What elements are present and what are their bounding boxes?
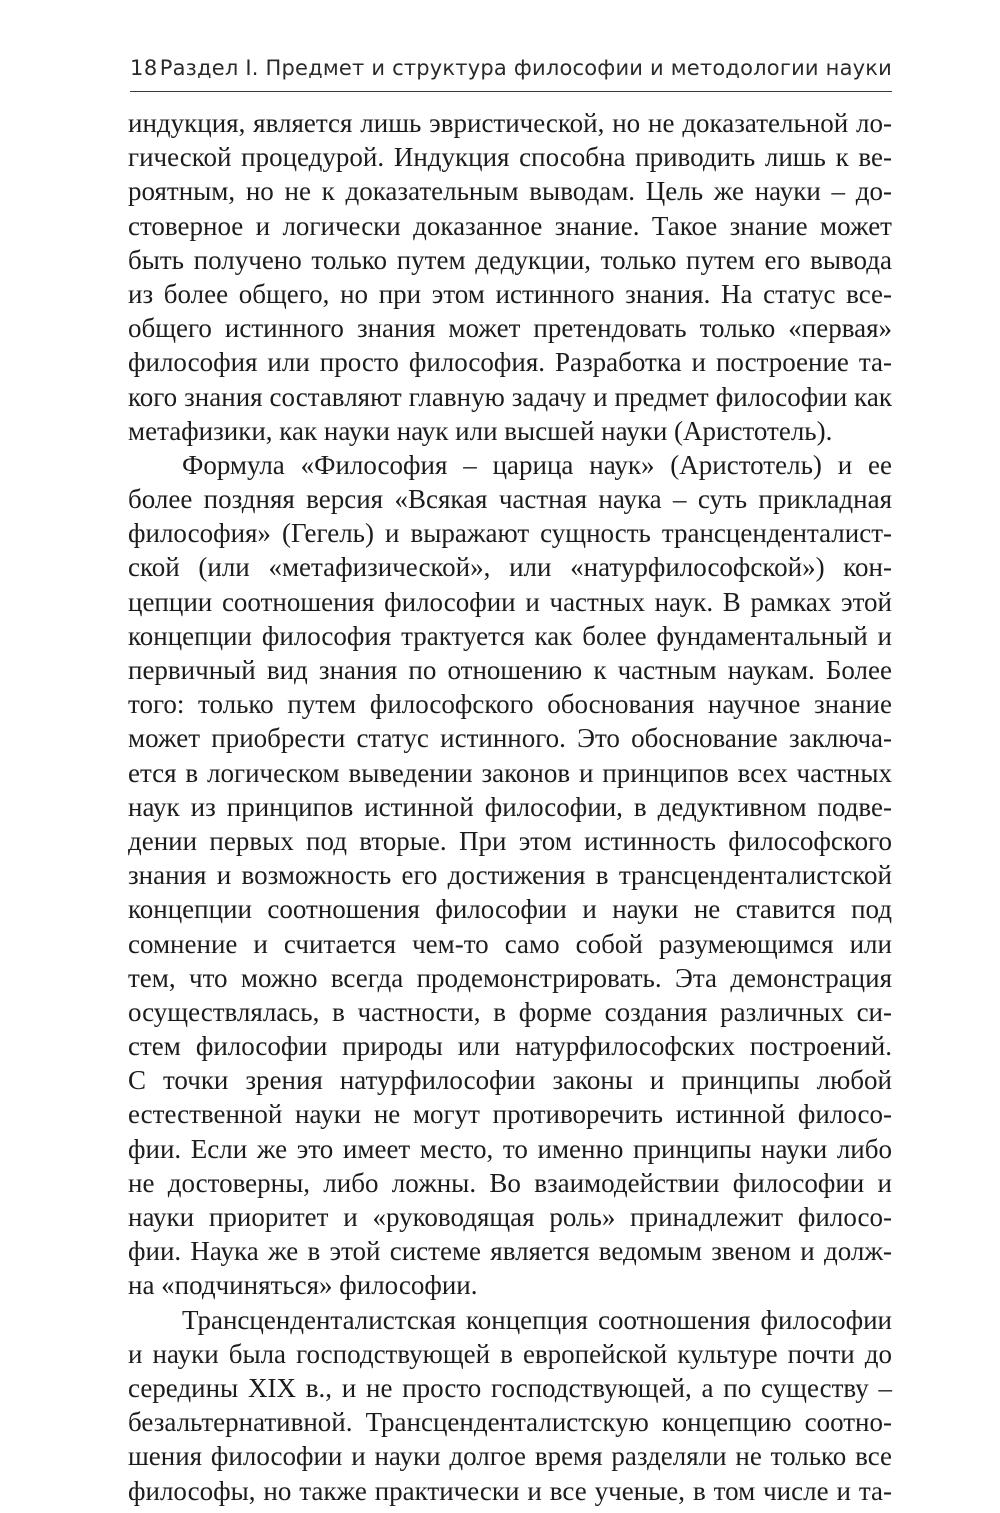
text-line: шения философии и науки долгое время разделяли не только все: [128, 1441, 892, 1472]
running-head: [130, 52, 892, 88]
text-line: ской (или «метафизической», или «натурфилософской») кон-: [128, 552, 892, 583]
text-line: Формула «Философия – царица наук» (Аристотель) и ее: [182, 449, 892, 480]
text-line: концепции соотношения философии и науки не ставится под: [128, 894, 892, 925]
text-line: философия» (Гегель) и выражают сущность трансценденталист-: [128, 518, 892, 549]
text-line: может приобрести статус истинного. Это обоснование заключа-: [128, 723, 892, 754]
text-line: наук из принципов истинной философии, в дедуктивном подве-: [128, 791, 892, 822]
paragraph-3: [128, 1303, 892, 1508]
text-line: индукция, является лишь эвристической, но не доказательной ло-: [128, 108, 892, 138]
text-line: философия или просто философия. Разработка и построение та-: [128, 347, 892, 378]
text-line: стоверное и логически доказанное знание. Такое знание может: [128, 210, 892, 241]
section-title: Раздел I. Предмет и структура философии и методологии науки: [159, 56, 892, 80]
text-line: середины XIX в., и не просто господствующей, а по существу –: [128, 1372, 892, 1403]
text-line: тем, что можно всегда продемонстрировать. Эта демонстрация: [128, 962, 892, 993]
text-line: науки приоритет и «руководящая роль» принадлежит филосо-: [128, 1202, 892, 1232]
header-rule: [130, 91, 892, 92]
text-line: философы, но также практически и все ученые, в том числе и та-: [128, 1475, 892, 1506]
paragraph-1: [128, 106, 892, 448]
text-line: первичный вид знания по отношению к частным наукам. Более: [128, 655, 892, 685]
text-line: из более общего, но при этом истинного знания. На статус все-: [128, 278, 892, 309]
text-line: общего истинного знания может претендовать только «первая»: [128, 313, 892, 344]
text-line: концепции философия трактуется как более фундаментальный и: [128, 620, 892, 651]
text-line: более поздняя версия «Всякая частная наука – суть прикладная: [128, 484, 892, 515]
text-line: метафизики, как науки наук или высшей науки (Аристотель).: [128, 415, 833, 446]
paragraph-2: [128, 448, 892, 1303]
text-line: Трансценденталистская концепция соотношения философии: [182, 1304, 892, 1335]
text-line: кого знания составляют главную задачу и предмет философии как: [128, 381, 892, 412]
text-line: естественной науки не могут противоречить истинной филосо-: [128, 1099, 892, 1130]
text-line: роятным, но не к доказательным выводам. Цель же науки – до-: [128, 176, 892, 207]
text-line: того: только путем философского обоснования научное знание: [128, 689, 892, 720]
text-line: ется в логическом выведении законов и принципов всех частных: [128, 757, 892, 788]
text-line: С точки зрения натурфилософии законы и принципы любой: [128, 1065, 892, 1096]
text-line: безальтернативной. Трансценденталистскую концепцию соотно-: [128, 1407, 892, 1438]
text-line: на «подчиняться» философии.: [128, 1270, 478, 1301]
text-line: дении первых под вторые. При этом истинность философского: [128, 825, 892, 856]
text-line: знания и возможность его достижения в трансценденталистской: [128, 860, 892, 891]
text-line: быть получено только путем дедукции, только путем его вывода: [128, 244, 892, 275]
text-line: сомнение и считается чем-то само собой разумеющимся или: [128, 928, 892, 959]
body-text: [128, 106, 892, 1508]
text-line: осуществлялась, в частности, в форме создания различных си-: [128, 996, 892, 1027]
text-line: цепции соотношения философии и частных наук. В рамках этой: [128, 586, 892, 617]
text-line: и науки была господствующей в европейской культуре почти до: [128, 1338, 892, 1369]
text-line: фии. Если же это имеет место, то именно принципы науки либо: [128, 1133, 892, 1164]
text-line: стем философии природы или натурфилософских построений.: [128, 1031, 892, 1062]
text-line: гической процедурой. Индукция способна приводить лишь к ве-: [128, 142, 892, 173]
text-line: фии. Наука же в этой системе является ведомым звеном и долж-: [128, 1236, 892, 1267]
text-line: не достоверны, либо ложны. Во взаимодействии философии и: [128, 1167, 892, 1198]
page-number: 18: [130, 56, 158, 80]
